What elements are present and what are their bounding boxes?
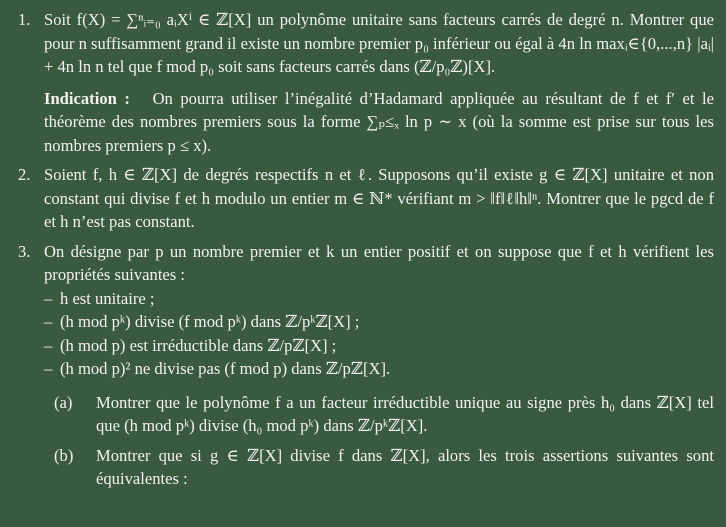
subquestion-a: [54, 391, 714, 438]
subquestion-label: (b): [54, 445, 74, 465]
subquestion-text: Montrer que si g ∈ ℤ[X] divise f dans ℤ[X], alors les trois assertions suivantes sont équivalentes :: [96, 445, 714, 488]
item-text: Soient f, h ∈ ℤ[X] de degrés respectifs n et ℓ. Supposons qu’il existe g ∈ ℤ[X] unitaire et non constant qui divise f et h modulo un entier m ∈ ℕ* vérifiant m > ‖f‖ℓ‖h‖ⁿ. Montrer que le pgcd de f et h n’est pas constant.: [44, 165, 714, 231]
list-item: – (h mod p) est irréductible dans ℤ/pℤ[X] ;: [44, 334, 714, 358]
item-number: 3.: [18, 241, 31, 261]
list-item: – (h mod pᵏ) divise (f mod pᵏ) dans ℤ/pᵏℤ[X] ;: [44, 310, 714, 334]
subquestion-text: Montrer que le polynôme f a un facteur irréductible unique au signe près h₀ dans ℤ[X] tel que (h mod pᵏ) divise (h₀ mod pᵏ) dans ℤ/pᵏℤ[X].: [96, 392, 714, 435]
subquestion-label: (a): [54, 392, 73, 412]
exercise-item-3: [14, 240, 714, 491]
item-number: 1.: [18, 10, 31, 29]
exercise-item-1: [14, 8, 714, 157]
list-item: – (h mod p)² ne divise pas (f mod p) dans ℤ/pℤ[X].: [44, 357, 714, 381]
subquestion-b: [54, 444, 714, 491]
exercise-item-2: [14, 163, 714, 234]
property-list: [44, 287, 714, 381]
item-number: 2.: [18, 165, 31, 184]
hint-block: [44, 87, 714, 158]
hint-label: Indication :: [44, 88, 130, 108]
item-text: Soit f(X) = ∑ⁿᵢ₌₀ aᵢXⁱ ∈ ℤ[X] un polynôme unitaire sans facteurs carrés de degré n. Montrer que pour n suffisamment grand il existe un nombre premier p₀ inférieur ou égal à 4n ln maxᵢ∈{0,...,n} |aᵢ| + 4n ln n tel que f mod p₀ soit sans facteurs carrés dans (ℤ/p₀ℤ)[X].: [44, 10, 714, 76]
hint-text: On pourra utiliser l’inégalité d’Hadamard appliquée au résultant de f et f′ et le théorème des nombres premiers sous la forme ∑ₚ≤ₓ ln p ∼ x (où la somme est prise sur tous les nombres premiers p ≤ x).: [44, 88, 715, 155]
item-text: On désigne par p un nombre premier et k un entier positif et on suppose que f et h vérifient les propriétés suivantes :: [44, 241, 714, 284]
list-item: – h est unitaire ;: [44, 287, 714, 311]
